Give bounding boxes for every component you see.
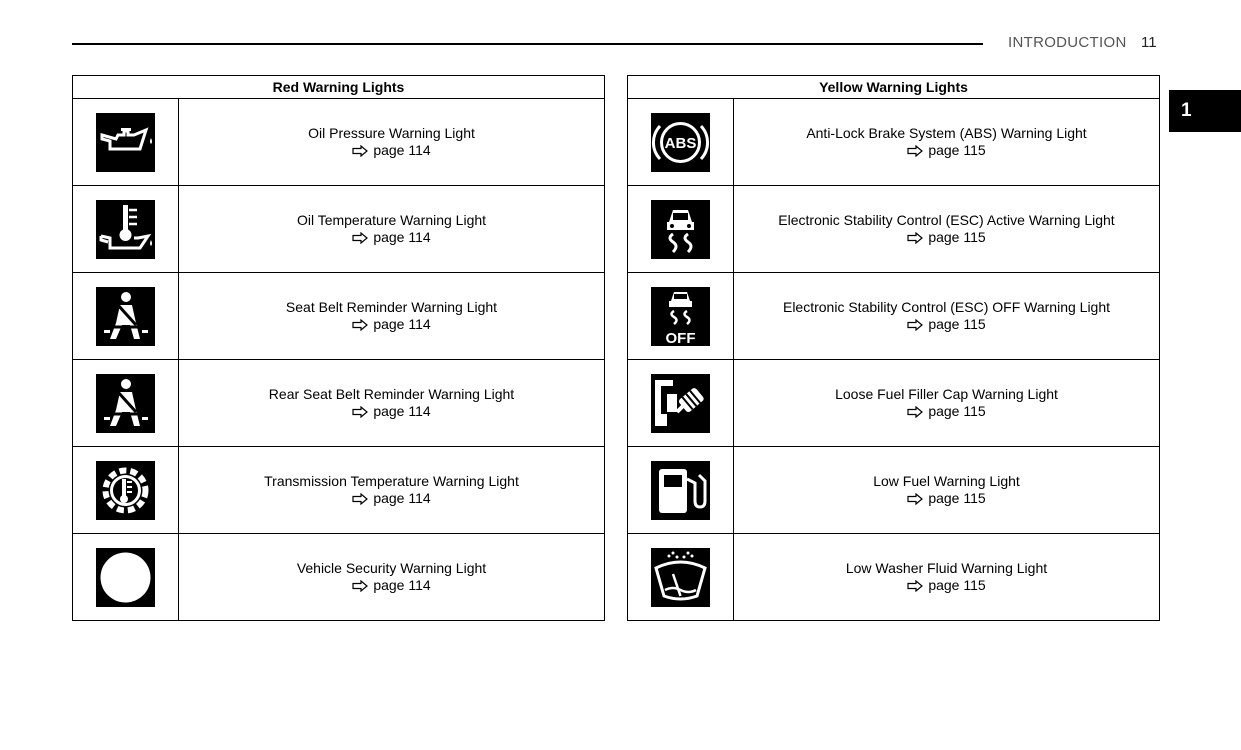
page-reference: page 114: [373, 316, 431, 332]
page-reference: page 115: [928, 577, 986, 593]
arrow-right-icon: [352, 406, 368, 418]
arrow-right-icon: [907, 406, 923, 418]
page-reference: page 114: [373, 142, 431, 158]
chapter-tab[interactable]: [1169, 90, 1241, 132]
page-reference-link[interactable]: [352, 229, 430, 245]
page-reference-link[interactable]: [907, 403, 985, 419]
table-row: [628, 534, 1160, 621]
warning-label: Oil Pressure Warning Light: [308, 125, 475, 141]
fuel-cap-icon: [651, 374, 710, 433]
page-reference-link[interactable]: [352, 316, 430, 332]
page-reference-link[interactable]: [352, 142, 430, 158]
warning-label: Transmission Temperature Warning Light: [264, 473, 519, 489]
table-row: [628, 99, 1160, 186]
page-reference: page 115: [928, 490, 986, 506]
washer-fluid-icon: [651, 548, 710, 607]
warning-label: Electronic Stability Control (ESC) Active Warning Light: [778, 212, 1115, 228]
table-row: [73, 186, 605, 273]
arrow-right-icon: [907, 319, 923, 331]
page-reference: page 115: [928, 142, 986, 158]
vehicle-security-icon: [96, 548, 155, 607]
warning-label: Seat Belt Reminder Warning Light: [285, 299, 498, 315]
table-row: [628, 273, 1160, 360]
arrow-right-icon: [352, 145, 368, 157]
transmission-temperature-icon: [96, 461, 155, 520]
yellow-table-title: Yellow Warning Lights: [628, 76, 1160, 99]
arrow-right-icon: [352, 580, 368, 592]
abs-icon: [651, 113, 710, 172]
page-reference: page 114: [373, 229, 431, 245]
table-row: [628, 360, 1160, 447]
arrow-right-icon: [907, 232, 923, 244]
arrow-right-icon: [907, 580, 923, 592]
table-row: [628, 186, 1160, 273]
esc-off-icon-text: OFF: [665, 329, 696, 346]
arrow-right-icon: [907, 145, 923, 157]
page-reference: page 115: [928, 229, 986, 245]
yellow-warning-lights-table: [627, 75, 1160, 621]
section-title: INTRODUCTION: [1008, 34, 1127, 51]
warning-label: Rear Seat Belt Reminder Warning Light: [268, 386, 515, 402]
page-reference-link[interactable]: [907, 142, 985, 158]
arrow-right-icon: [352, 232, 368, 244]
warning-label: Oil Temperature Warning Light: [296, 212, 487, 228]
page-reference-link[interactable]: [352, 577, 430, 593]
table-row: [628, 447, 1160, 534]
red-table-title: Red Warning Lights: [73, 76, 605, 99]
page-reference: page 114: [373, 577, 431, 593]
red-warning-lights-table: [72, 75, 605, 621]
warning-label: Loose Fuel Filler Cap Warning Light: [835, 386, 1058, 402]
page-reference-link[interactable]: [907, 229, 985, 245]
arrow-right-icon: [907, 493, 923, 505]
table-row: [73, 447, 605, 534]
warning-label: Anti-Lock Brake System (ABS) Warning Light: [806, 125, 1087, 141]
abs-icon-text: ABS: [664, 134, 697, 152]
page-reference: page 114: [373, 403, 431, 419]
warning-label: Electronic Stability Control (ESC) OFF Warning Light: [782, 299, 1111, 315]
table-row: [73, 273, 605, 360]
page-reference-link[interactable]: [907, 316, 985, 332]
warning-label: Low Fuel Warning Light: [873, 473, 1020, 489]
table-row: [73, 534, 605, 621]
esc-off-icon: [651, 287, 710, 346]
page-reference: page 115: [928, 403, 986, 419]
warning-label: Low Washer Fluid Warning Light: [845, 560, 1048, 576]
page-reference-link[interactable]: [352, 490, 430, 506]
page-reference-link[interactable]: [907, 490, 985, 506]
page-reference: page 115: [928, 316, 986, 332]
page-reference: page 114: [373, 490, 431, 506]
seat-belt-icon: [96, 287, 155, 346]
page-reference-link[interactable]: [907, 577, 985, 593]
oil-temperature-icon: [96, 200, 155, 259]
low-fuel-icon: [651, 461, 710, 520]
rear-seat-belt-icon: [96, 374, 155, 433]
page-number: 11: [1141, 34, 1157, 51]
esc-active-icon: [651, 200, 710, 259]
oil-pressure-icon: [96, 113, 155, 172]
table-row: [73, 360, 605, 447]
table-row: [73, 99, 605, 186]
header-rule: [72, 43, 983, 45]
arrow-right-icon: [352, 493, 368, 505]
arrow-right-icon: [352, 319, 368, 331]
warning-label: Vehicle Security Warning Light: [296, 560, 487, 576]
chapter-number: 1: [1181, 100, 1192, 121]
page-reference-link[interactable]: [352, 403, 430, 419]
